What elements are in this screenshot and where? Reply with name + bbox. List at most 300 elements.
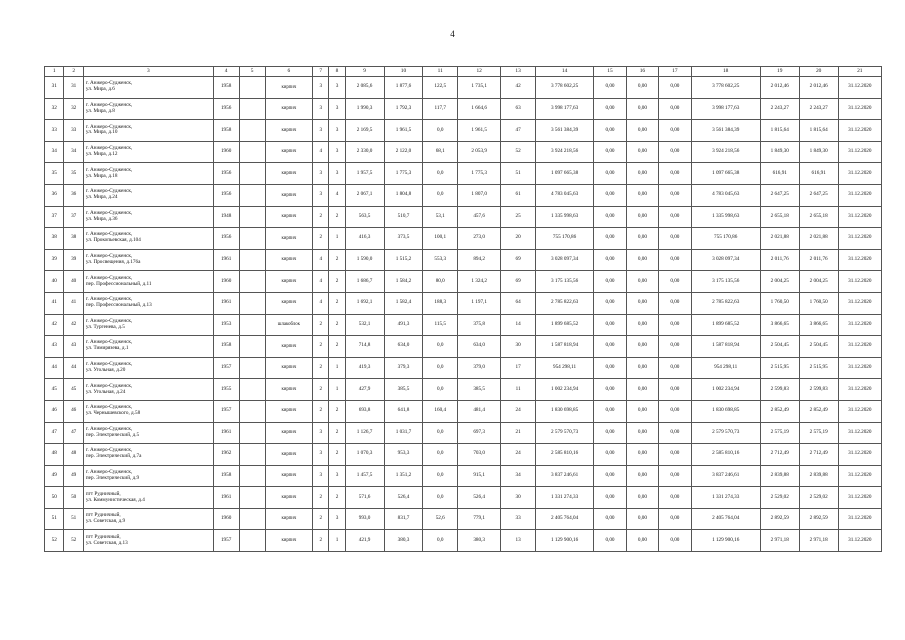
cell-cost: 2 585 810,16 xyxy=(535,444,593,466)
cell-en: 3 xyxy=(329,141,345,163)
address-cell xyxy=(83,530,213,552)
cell-liv: 380,3 xyxy=(384,530,423,552)
cell-s1: 2 011,76 xyxy=(760,249,799,271)
cell-area: 427,9 xyxy=(345,379,384,401)
cell-s1: 2 515,95 xyxy=(760,357,799,379)
address-cell xyxy=(83,77,213,99)
cell-res: 61 xyxy=(501,184,536,206)
address-line-2: ул. Мира, д.36 xyxy=(85,215,118,222)
cell-total: 3 778 602,25 xyxy=(691,77,760,99)
cell-total: 3 924 218,56 xyxy=(691,141,760,163)
address-line-1: г. Анжеро-Судженск, xyxy=(85,382,133,389)
column-header: 9 xyxy=(345,67,384,77)
cell-s2: 2 011,76 xyxy=(799,249,838,271)
cell-c1: 35 xyxy=(45,163,64,185)
cell-year: 1955 xyxy=(213,379,239,401)
column-header: 15 xyxy=(594,67,626,77)
cell-s2: 2 515,95 xyxy=(799,357,838,379)
cell-mat: кирпич xyxy=(265,206,313,228)
cell-en: 3 xyxy=(329,163,345,185)
cell-en: 3 xyxy=(329,77,345,99)
cell-z2: 0,00 xyxy=(626,444,658,466)
cell-date: 31.12.2020 xyxy=(838,184,881,206)
cell-c2: 42 xyxy=(64,314,83,336)
cell-z3: 0,00 xyxy=(659,444,691,466)
cell-liv: 510,7 xyxy=(384,206,423,228)
cell-z3: 0,00 xyxy=(659,163,691,185)
cell-c5 xyxy=(239,184,265,206)
address-cell xyxy=(83,141,213,163)
cell-c1: 40 xyxy=(45,271,64,293)
address-cell xyxy=(83,163,213,185)
cell-cost: 3 175 135,56 xyxy=(535,271,593,293)
table-row xyxy=(45,530,882,552)
address-line-2: пер. Электрический, д.5 xyxy=(85,431,140,438)
cell-z3: 0,00 xyxy=(659,141,691,163)
cell-year: 1953 xyxy=(213,314,239,336)
cell-cost: 2 405 764,04 xyxy=(535,508,593,530)
cell-year: 1961 xyxy=(213,487,239,509)
cell-res: 11 xyxy=(501,379,536,401)
address-line-1: г. Анжеро-Судженск, xyxy=(85,166,133,173)
cell-fl: 3 xyxy=(313,98,329,120)
cell-z3: 0,00 xyxy=(659,530,691,552)
cell-mat: кирпич xyxy=(265,184,313,206)
cell-s2: 2 021,88 xyxy=(799,228,838,250)
cell-com: 1 735,1 xyxy=(458,77,501,99)
cell-liv: 385,5 xyxy=(384,379,423,401)
page-number: 4 xyxy=(450,29,455,39)
cell-com: 779,1 xyxy=(458,508,501,530)
cell-res: 30 xyxy=(501,487,536,509)
cell-com: 1 324,2 xyxy=(458,271,501,293)
cell-com: 894,2 xyxy=(458,249,501,271)
address-line-1: г. Анжеро-Судженск, xyxy=(85,231,133,238)
cell-year: 1958 xyxy=(213,120,239,142)
cell-z3: 0,00 xyxy=(659,422,691,444)
cell-date: 31.12.2020 xyxy=(838,357,881,379)
address-line-2: ул. Тимирязева, д.1 xyxy=(85,345,129,352)
cell-cost: 4 783 045,63 xyxy=(535,184,593,206)
table-row xyxy=(45,465,882,487)
cell-non: 53,1 xyxy=(423,206,458,228)
cell-c2: 34 xyxy=(64,141,83,163)
cell-c2: 33 xyxy=(64,120,83,142)
cell-z3: 0,00 xyxy=(659,98,691,120)
cell-z3: 0,00 xyxy=(659,228,691,250)
cell-date: 31.12.2020 xyxy=(838,422,881,444)
cell-com: 526,4 xyxy=(458,487,501,509)
cell-com: 385,5 xyxy=(458,379,501,401)
cell-total: 1 899 685,52 xyxy=(691,314,760,336)
cell-area: 1 457,5 xyxy=(345,465,384,487)
column-header: 21 xyxy=(838,67,881,77)
cell-liv: 831,7 xyxy=(384,508,423,530)
cell-date: 31.12.2020 xyxy=(838,292,881,314)
cell-total: 2 405 764,04 xyxy=(691,508,760,530)
cell-mat: кирпич xyxy=(265,98,313,120)
cell-mat: кирпич xyxy=(265,249,313,271)
cell-com: 379,0 xyxy=(458,357,501,379)
cell-com: 1 961,5 xyxy=(458,120,501,142)
cell-area: 2 330,0 xyxy=(345,141,384,163)
cell-fl: 3 xyxy=(313,465,329,487)
cell-z3: 0,00 xyxy=(659,271,691,293)
cell-en: 2 xyxy=(329,292,345,314)
cell-year: 1958 xyxy=(213,465,239,487)
cell-date: 31.12.2020 xyxy=(838,530,881,552)
cell-z1: 0,00 xyxy=(594,530,626,552)
address-line-2: ул. Чернышевского, д.58 xyxy=(85,410,141,417)
cell-res: 69 xyxy=(501,249,536,271)
cell-date: 31.12.2020 xyxy=(838,314,881,336)
cell-s2: 1 760,50 xyxy=(799,292,838,314)
table-row xyxy=(45,487,882,509)
cell-non: 0,0 xyxy=(423,163,458,185)
cell-year: 1957 xyxy=(213,400,239,422)
cell-c2: 39 xyxy=(64,249,83,271)
cell-liv: 2 122,0 xyxy=(384,141,423,163)
cell-liv: 526,4 xyxy=(384,487,423,509)
column-header: 5 xyxy=(239,67,265,77)
cell-mat: кирпич xyxy=(265,292,313,314)
cell-total: 1 002 234,94 xyxy=(691,379,760,401)
address-line-2: ул. Мира, д.8 xyxy=(85,107,115,114)
cell-mat: шлакоблок xyxy=(265,314,313,336)
table-row xyxy=(45,292,882,314)
cell-z2: 0,00 xyxy=(626,271,658,293)
cell-total: 1 587 818,94 xyxy=(691,336,760,358)
cell-en: 2 xyxy=(329,271,345,293)
cell-fl: 2 xyxy=(313,508,329,530)
cell-z2: 0,00 xyxy=(626,184,658,206)
address-line-1: г. Анжеро-Судженск, xyxy=(85,80,133,87)
cell-non: 115,5 xyxy=(423,314,458,336)
cell-res: 13 xyxy=(501,530,536,552)
cell-liv: 373,5 xyxy=(384,228,423,250)
address-line-1: г. Анжеро-Судженск, xyxy=(85,123,133,130)
address-cell xyxy=(83,120,213,142)
column-header: 2 xyxy=(64,67,83,77)
cell-s2: 1 815,64 xyxy=(799,120,838,142)
cell-c1: 45 xyxy=(45,379,64,401)
table-row xyxy=(45,271,882,293)
cell-z2: 0,00 xyxy=(626,530,658,552)
address-line-2: ул. Мира, д.18 xyxy=(85,172,118,179)
cell-date: 31.12.2020 xyxy=(838,120,881,142)
cell-s1: 2 575,19 xyxy=(760,422,799,444)
cell-fl: 2 xyxy=(313,530,329,552)
cell-z3: 0,00 xyxy=(659,77,691,99)
address-line-2: ул. Угольная, д.24 xyxy=(85,388,126,395)
cell-en: 3 xyxy=(329,98,345,120)
cell-cost: 2 579 570,73 xyxy=(535,422,593,444)
cell-z1: 0,00 xyxy=(594,184,626,206)
cell-s2: 2 504,45 xyxy=(799,336,838,358)
cell-s1: 2 021,88 xyxy=(760,228,799,250)
cell-non: 80,0 xyxy=(423,271,458,293)
cell-area: 421,9 xyxy=(345,530,384,552)
cell-z3: 0,00 xyxy=(659,206,691,228)
cell-non: 0,0 xyxy=(423,465,458,487)
cell-c2: 44 xyxy=(64,357,83,379)
address-cell xyxy=(83,314,213,336)
column-header: 19 xyxy=(760,67,799,77)
cell-c5 xyxy=(239,400,265,422)
cell-s1: 616,91 xyxy=(760,163,799,185)
cell-c1: 48 xyxy=(45,444,64,466)
cell-com: 1 775,3 xyxy=(458,163,501,185)
cell-area: 416,3 xyxy=(345,228,384,250)
address-line-1: пгт Рудничный, xyxy=(85,512,121,519)
cell-res: 33 xyxy=(501,508,536,530)
cell-c5 xyxy=(239,141,265,163)
cell-liv: 1 792,3 xyxy=(384,98,423,120)
address-line-2: ул. Просвещения, д.176а xyxy=(85,259,141,266)
column-header: 20 xyxy=(799,67,838,77)
cell-z2: 0,00 xyxy=(626,336,658,358)
cell-cost: 1 830 698,85 xyxy=(535,400,593,422)
cell-com: 2 053,9 xyxy=(458,141,501,163)
cell-c2: 41 xyxy=(64,292,83,314)
cell-area: 532,1 xyxy=(345,314,384,336)
address-cell xyxy=(83,444,213,466)
table-row xyxy=(45,206,882,228)
cell-area: 1 070,3 xyxy=(345,444,384,466)
column-header: 1 xyxy=(45,67,64,77)
cell-z2: 0,00 xyxy=(626,422,658,444)
cell-area: 1 990,3 xyxy=(345,98,384,120)
column-header: 6 xyxy=(265,67,313,77)
address-line-2: пер. Электрический, д.7а xyxy=(85,453,142,460)
cell-area: 993,0 xyxy=(345,508,384,530)
cell-c2: 31 xyxy=(64,77,83,99)
cell-com: 703,0 xyxy=(458,444,501,466)
cell-year: 1961 xyxy=(213,292,239,314)
cell-total: 1 097 665,38 xyxy=(691,163,760,185)
cell-z3: 0,00 xyxy=(659,465,691,487)
cell-c2: 52 xyxy=(64,530,83,552)
address-line-2: ул. Прокопьевская, д.104 xyxy=(85,237,141,244)
cell-en: 2 xyxy=(329,206,345,228)
cell-z3: 0,00 xyxy=(659,508,691,530)
cell-non: 0,0 xyxy=(423,444,458,466)
cell-date: 31.12.2020 xyxy=(838,249,881,271)
cell-non: 0,0 xyxy=(423,336,458,358)
cell-non: 0,0 xyxy=(423,422,458,444)
cell-s2: 2 647,25 xyxy=(799,184,838,206)
cell-total: 954 298,11 xyxy=(691,357,760,379)
cell-mat: кирпич xyxy=(265,120,313,142)
cell-date: 31.12.2020 xyxy=(838,141,881,163)
cell-area: 1 686,7 xyxy=(345,271,384,293)
cell-c1: 47 xyxy=(45,422,64,444)
cell-c5 xyxy=(239,487,265,509)
cell-c5 xyxy=(239,206,265,228)
cell-c1: 32 xyxy=(45,98,64,120)
cell-z3: 0,00 xyxy=(659,249,691,271)
address-line-1: г. Анжеро-Судженск, xyxy=(85,188,133,195)
table-row xyxy=(45,77,882,99)
cell-res: 64 xyxy=(501,292,536,314)
cell-res: 24 xyxy=(501,400,536,422)
address-cell xyxy=(83,184,213,206)
cell-year: 1958 xyxy=(213,336,239,358)
cell-area: 714,8 xyxy=(345,336,384,358)
cell-c1: 36 xyxy=(45,184,64,206)
cell-s1: 2 655,18 xyxy=(760,206,799,228)
cell-year: 1956 xyxy=(213,163,239,185)
cell-com: 634,0 xyxy=(458,336,501,358)
cell-non: 0,0 xyxy=(423,487,458,509)
cell-liv: 1 515,2 xyxy=(384,249,423,271)
cell-non: 117,7 xyxy=(423,98,458,120)
cell-total: 2 785 822,63 xyxy=(691,292,760,314)
cell-z3: 0,00 xyxy=(659,120,691,142)
address-line-1: г. Анжеро-Судженск, xyxy=(85,469,133,476)
cell-date: 31.12.2020 xyxy=(838,77,881,99)
cell-c1: 31 xyxy=(45,77,64,99)
cell-s2: 2 892,59 xyxy=(799,508,838,530)
cell-s2: 2 971,18 xyxy=(799,530,838,552)
cell-date: 31.12.2020 xyxy=(838,206,881,228)
cell-c5 xyxy=(239,422,265,444)
cell-z2: 0,00 xyxy=(626,314,658,336)
cell-cost: 3 998 177,63 xyxy=(535,98,593,120)
cell-date: 31.12.2020 xyxy=(838,465,881,487)
address-line-2: ул. Мира, д.12 xyxy=(85,151,118,158)
cell-year: 1948 xyxy=(213,206,239,228)
cell-c1: 44 xyxy=(45,357,64,379)
cell-res: 20 xyxy=(501,228,536,250)
cell-s1: 2 852,49 xyxy=(760,400,799,422)
cell-total: 3 175 135,56 xyxy=(691,271,760,293)
cell-z2: 0,00 xyxy=(626,487,658,509)
cell-total: 1 129 900,16 xyxy=(691,530,760,552)
cell-s1: 1 849,30 xyxy=(760,141,799,163)
address-cell xyxy=(83,357,213,379)
cell-res: 30 xyxy=(501,336,536,358)
cell-area: 419,3 xyxy=(345,357,384,379)
cell-year: 1960 xyxy=(213,271,239,293)
cell-z3: 0,00 xyxy=(659,314,691,336)
cell-area: 2 067,1 xyxy=(345,184,384,206)
cell-com: 481,4 xyxy=(458,400,501,422)
cell-liv: 1 351,2 xyxy=(384,465,423,487)
cell-liv: 1 031,7 xyxy=(384,422,423,444)
cell-s1: 2 012,46 xyxy=(760,77,799,99)
housing-table xyxy=(44,66,882,552)
cell-fl: 2 xyxy=(313,336,329,358)
cell-z2: 0,00 xyxy=(626,400,658,422)
cell-en: 2 xyxy=(329,422,345,444)
cell-cost: 3 028 097,34 xyxy=(535,249,593,271)
cell-cost: 3 924 218,56 xyxy=(535,141,593,163)
cell-mat: кирпич xyxy=(265,530,313,552)
cell-z2: 0,00 xyxy=(626,120,658,142)
address-line-1: г. Анжеро-Судженск, xyxy=(85,101,133,108)
address-line-1: г. Анжеро-Судженск, xyxy=(85,317,133,324)
cell-en: 1 xyxy=(329,357,345,379)
cell-liv: 1 877,6 xyxy=(384,77,423,99)
cell-res: 21 xyxy=(501,422,536,444)
address-cell xyxy=(83,98,213,120)
address-cell xyxy=(83,508,213,530)
cell-c1: 46 xyxy=(45,400,64,422)
column-header: 7 xyxy=(313,67,329,77)
cell-liv: 1 961,5 xyxy=(384,120,423,142)
cell-liv: 634,0 xyxy=(384,336,423,358)
cell-z3: 0,00 xyxy=(659,400,691,422)
cell-z1: 0,00 xyxy=(594,487,626,509)
cell-z2: 0,00 xyxy=(626,465,658,487)
cell-area: 571,6 xyxy=(345,487,384,509)
cell-mat: кирпич xyxy=(265,379,313,401)
cell-c5 xyxy=(239,120,265,142)
cell-s2: 2 004,25 xyxy=(799,271,838,293)
cell-s1: 2 712,49 xyxy=(760,444,799,466)
cell-cost: 1 331 274,33 xyxy=(535,487,593,509)
column-header: 13 xyxy=(501,67,536,77)
cell-z1: 0,00 xyxy=(594,444,626,466)
cell-z1: 0,00 xyxy=(594,271,626,293)
cell-area: 1 957,5 xyxy=(345,163,384,185)
cell-c1: 51 xyxy=(45,508,64,530)
cell-res: 47 xyxy=(501,120,536,142)
cell-s1: 2 599,83 xyxy=(760,379,799,401)
cell-res: 17 xyxy=(501,357,536,379)
cell-s1: 2 839,88 xyxy=(760,465,799,487)
cell-z1: 0,00 xyxy=(594,249,626,271)
cell-c2: 43 xyxy=(64,336,83,358)
cell-s1: 2 504,45 xyxy=(760,336,799,358)
cell-non: 100,1 xyxy=(423,228,458,250)
cell-non: 0,0 xyxy=(423,184,458,206)
cell-year: 1956 xyxy=(213,184,239,206)
cell-mat: кирпич xyxy=(265,400,313,422)
cell-c2: 40 xyxy=(64,271,83,293)
cell-mat: кирпич xyxy=(265,336,313,358)
cell-c1: 41 xyxy=(45,292,64,314)
cell-en: 1 xyxy=(329,228,345,250)
cell-s2: 2 712,49 xyxy=(799,444,838,466)
cell-area: 2 085,6 xyxy=(345,77,384,99)
cell-year: 1957 xyxy=(213,357,239,379)
cell-total: 2 579 570,73 xyxy=(691,422,760,444)
cell-total: 1 331 274,33 xyxy=(691,487,760,509)
address-cell xyxy=(83,379,213,401)
cell-total: 1 335 998,63 xyxy=(691,206,760,228)
cell-com: 915,1 xyxy=(458,465,501,487)
cell-com: 1 197,1 xyxy=(458,292,501,314)
cell-fl: 3 xyxy=(313,184,329,206)
cell-z2: 0,00 xyxy=(626,379,658,401)
cell-en: 3 xyxy=(329,508,345,530)
cell-fl: 3 xyxy=(313,120,329,142)
cell-res: 42 xyxy=(501,77,536,99)
cell-c2: 50 xyxy=(64,487,83,509)
cell-s2: 3 866,65 xyxy=(799,314,838,336)
cell-c5 xyxy=(239,228,265,250)
cell-date: 31.12.2020 xyxy=(838,487,881,509)
table-row xyxy=(45,249,882,271)
cell-fl: 4 xyxy=(313,292,329,314)
cell-en: 1 xyxy=(329,379,345,401)
cell-cost: 1 097 665,38 xyxy=(535,163,593,185)
cell-cost: 3 837 246,61 xyxy=(535,465,593,487)
cell-total: 3 561 384,39 xyxy=(691,120,760,142)
cell-s1: 3 866,65 xyxy=(760,314,799,336)
